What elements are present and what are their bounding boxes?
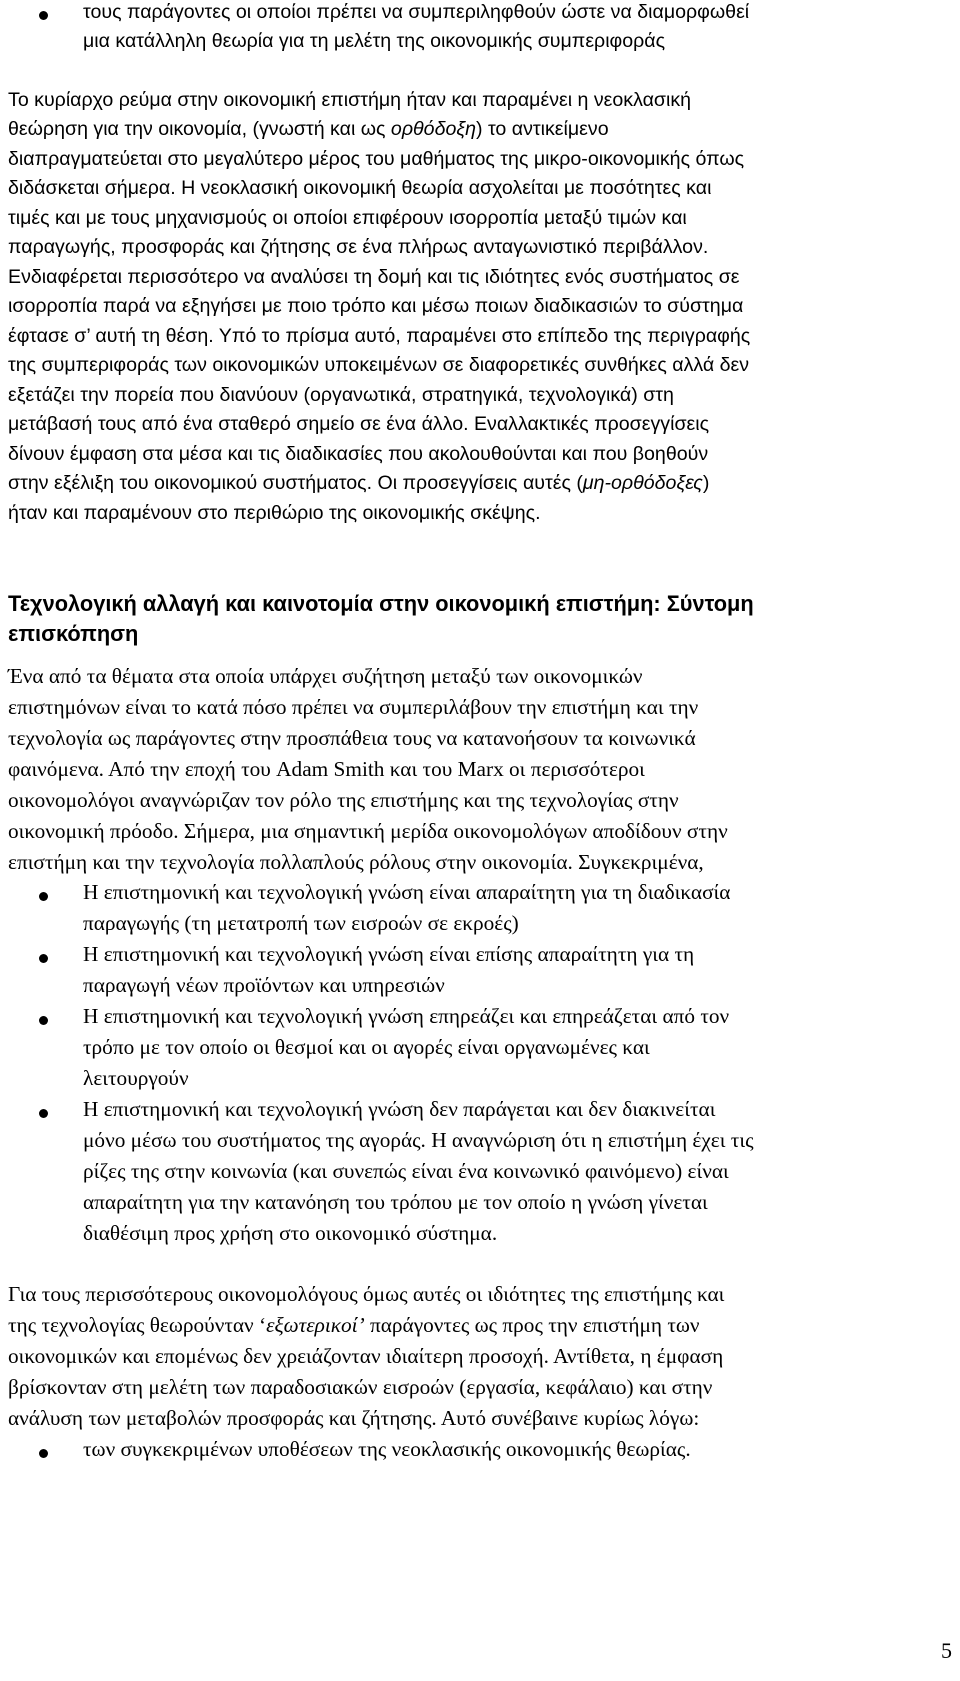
bullet-text-line: Η επιστημονική και τεχνολογική γνώση είναι απαραίτητη για τη διαδικασία: [83, 880, 731, 904]
bullet-text-line: μια κατάλληλη θεωρία για τη μελέτη της οικονομικής συμπεριφοράς: [83, 30, 666, 52]
paragraph-line: εξετάζει την πορεία που διανύουν (οργανωτικά, στρατηγικά, τεχνολογικά) στη: [8, 384, 674, 406]
bullet-text-line: Η επιστημονική και τεχνολογική γνώση επηρεάζει και επηρεάζεται από τον: [83, 1004, 730, 1028]
text-span: παράγοντες ως προς την επιστήμη των: [364, 1313, 700, 1337]
bullet-text-line: λειτουργούν: [83, 1066, 189, 1090]
paragraph-line: ανάλυση των μεταβολών προσφοράς και ζήτησης. Αυτό συνέβαινε κυρίως λόγω:: [8, 1406, 700, 1430]
bullet-text-line: Η επιστημονική και τεχνολογική γνώση είναι επίσης απαραίτητη για τη: [83, 942, 695, 966]
bullet-text-line: Η επιστημονική και τεχνολογική γνώση δεν παράγεται και δεν διακινείται: [83, 1097, 716, 1121]
paragraph-line: της συμπεριφοράς των οικονομικών υποκειμένων σε διαφορετικές συνθήκες αλλά δεν: [8, 354, 750, 376]
paragraph-line: τεχνολογία ως παράγοντες στην προσπάθεια τους να κατανοήσουν τα κοινωνικά: [8, 726, 696, 750]
paragraph-line: οικονομολόγοι αναγνώριζαν τον ρόλο της επιστήμης και της τεχνολογίας στην: [8, 788, 679, 812]
bullet-marker: [39, 11, 48, 20]
paragraph-line: παραγωγής, προσφοράς και ζήτησης σε ένα πλήρως ανταγωνιστικό περιβάλλον.: [8, 236, 709, 258]
paragraph-line: διδάσκεται σήμερα. Η νεοκλασική οικονομική θεωρία ασχολείται με ποσότητες και: [8, 177, 712, 199]
bullet-text-line: τους παράγοντες οι οποίοι πρέπει να συμπεριληφθούν ώστε να διαμορφωθεί: [83, 1, 750, 23]
bullet-text-line: τρόπο με τον οποίο οι θεσμοί και οι αγορές είναι οργανωμένες και: [83, 1035, 650, 1059]
text-span: ) το αντικείμενο: [476, 118, 609, 140]
paragraph-line: διαπραγματεύεται στο μεγαλύτερο μέρος του μαθήματος της μικρο-οικονομικής όπως: [8, 148, 745, 170]
bullet-text-line: απαραίτητη για την κατανόηση του τρόπου με τον οποίο η γνώση γίνεται: [83, 1190, 708, 1214]
paragraph-line: δίνουν έμφαση στα μέσα και τις διαδικασίες που ακολουθούνται και που βοηθούν: [8, 443, 709, 465]
bullet-marker: [39, 892, 48, 901]
paragraph-line: οικονομική πρόοδο. Σήμερα, μια σημαντική μερίδα οικονομολόγων αποδίδουν στην: [8, 819, 728, 843]
paragraph-line: Ενδιαφέρεται περισσότερο να αναλύσει τη δομή και τις ιδιότητες ενός συστήματος σε: [8, 266, 740, 288]
paragraph-line: Το κυρίαρχο ρεύμα στην οικονομική επιστήμη ήταν και παραμένει η νεοκλασική: [8, 89, 692, 111]
paragraph-line: επιστήμη και την τεχνολογία πολλαπλούς ρόλους στην οικονομία. Συγκεκριμένα,: [8, 850, 704, 874]
emphasis-text: ορθόδοξη: [390, 118, 476, 140]
text-span: στην εξέλιξη του οικονομικού συστήματος. Οι προσεγγίσεις αυτές (: [8, 472, 583, 494]
paragraph-line: βρίσκονταν στη μελέτη των παραδοσιακών εισροών (εργασία, κεφάλαιο) και στην: [8, 1375, 713, 1399]
paragraph-line: [8, 472, 709, 495]
emphasis-text: μη-ορθόδοξες: [582, 472, 703, 494]
section-heading: επισκόπηση: [8, 621, 139, 646]
text-span: θεώρηση για την οικονομία, (γνωστή και ως: [8, 118, 391, 140]
bullet-text-line: μόνο μέσω του συστήματος της αγοράς. Η αναγνώριση ότι η επιστήμη έχει τις: [83, 1128, 754, 1152]
page-number: 5: [941, 1638, 952, 1663]
paragraph-line: επιστημόνων είναι το κατά πόσο πρέπει να συμπεριλάβουν την επιστήμη και την: [8, 695, 699, 719]
paragraph-line: [8, 325, 750, 348]
paragraph-line: μετάβασή τους από ένα σταθερό σημείο σε ένα άλλο. Εναλλακτικές προσεγγίσεις: [8, 413, 710, 435]
section-heading: Τεχνολογική αλλαγή και καινοτομία στην οικονομική επιστήμη: Σύντομη: [8, 591, 754, 616]
text-span: Υπό το πρίσμα αυτό, παραμένει στο επίπεδο της περιγραφής: [218, 325, 751, 347]
bullet-marker: [39, 954, 48, 963]
paragraph-line: [8, 1313, 700, 1338]
bullet-marker: [39, 1016, 48, 1025]
paragraph-line: τιμές και με τους μηχανισμούς οι οποίοι επιφέρουν ισορροπία μεταξύ τιμών και: [8, 207, 687, 229]
bullet-text-line: των συγκεκριμένων υποθέσεων της νεοκλασικής οικονομικής θεωρίας.: [83, 1437, 691, 1461]
paragraph-line: ήταν και παραμένουν στο περιθώριο της οικονομικής σκέψης.: [8, 502, 541, 524]
bullet-text-line: παραγωγής (τη μετατροπή των εισροών σε εκροές): [83, 911, 519, 935]
bullet-marker: [39, 1109, 48, 1118]
paragraph-line: οικονομικών και επομένως δεν χρειάζονταν ιδιαίτερη προσοχή. Αντίθετα, η έμφαση: [8, 1344, 724, 1368]
bullet-text-line: ρίζες της στην κοινωνία (και συνεπώς είναι ένα κοινωνικό φαινόμενο) είναι: [83, 1159, 729, 1183]
paragraph-line: [8, 118, 609, 141]
text-span: έφτασε σ’ αυτή τη θέση.: [8, 325, 219, 347]
paragraph-line: Ένα από τα θέματα στα οποία υπάρχει συζήτηση μεταξύ των οικονομικών: [8, 664, 643, 688]
bullet-text-line: παραγωγή νέων προϊόντων και υπηρεσιών: [83, 973, 445, 997]
emphasis-text: εξωτερικοί’: [266, 1313, 365, 1337]
text-span: ): [702, 472, 710, 494]
paragraph-line: Για τους περισσότερους οικονομολόγους όμως αυτές οι ιδιότητες της επιστήμης και: [8, 1282, 725, 1306]
paragraph-line: ισορροπία παρά να εξηγήσει με ποιο τρόπο και μέσω ποιων διαδικασιών το σύστημα: [8, 295, 744, 317]
text-span: της τεχνολογίας θεωρούνταν ‘: [8, 1313, 267, 1337]
paragraph-line: φαινόμενα. Από την εποχή του Adam Smith και του Marx οι περισσότεροι: [8, 757, 645, 781]
bullet-marker: [39, 1449, 48, 1458]
bullet-text-line: διαθέσιμη προς χρήση στο οικονομικό σύστημα.: [83, 1221, 498, 1245]
